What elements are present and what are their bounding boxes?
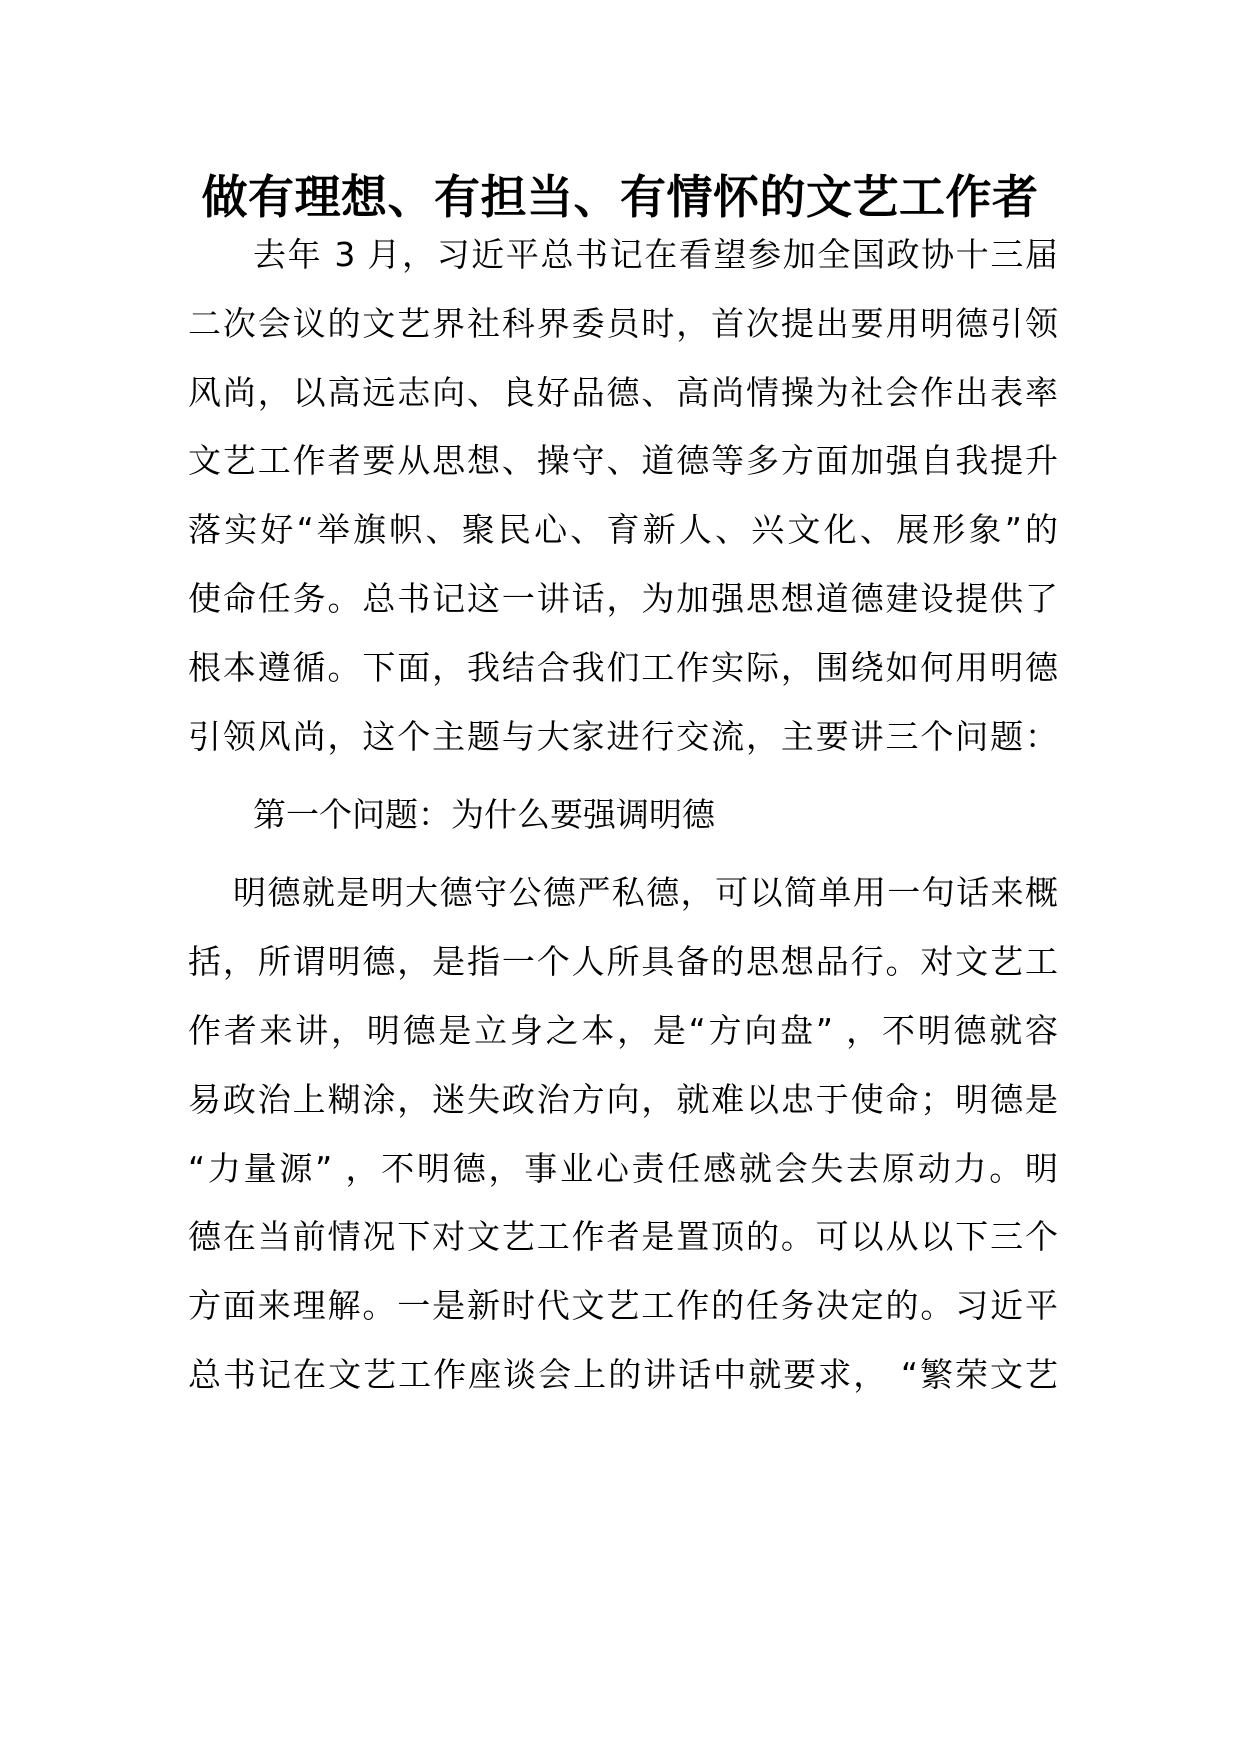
paragraph-2-line-7: 方面来理解。一是新时代文艺工作的任务决定的。习近平 xyxy=(188,1286,1058,1325)
paragraph-2-line-1: 明德就是明大德守公德严私德，可以简单用一句话来概 xyxy=(233,873,1058,912)
paragraph-1-line-5: 落实好“举旗帜、聚民心、育新人、兴文化、展形象”的 xyxy=(188,510,1058,549)
paragraph-2-line-5: “力量源” ，不明德，事业心责任感就会失去原动力。明 xyxy=(188,1149,1058,1188)
paragraph-2-line-4: 易政治上糊涂，迷失政治方向，就难以忠于使命；明德是 xyxy=(188,1080,1058,1119)
paragraph-2-line-6: 德在当前情况下对文艺工作者是置顶的。可以从以下三个 xyxy=(188,1217,1058,1256)
paragraph-1-line-4: 文艺工作者要从思想、操守、道德等多方面加强自我提升 xyxy=(188,441,1058,480)
section-heading: 第一个问题：为什么要强调明德 xyxy=(253,795,715,834)
paragraph-1-line-8: 引领风尚，这个主题与大家进行交流，主要讲三个问题： xyxy=(188,717,1058,756)
paragraph-2-line-2: 括，所谓明德，是指一个人所具备的思想品行。对文艺工 xyxy=(188,942,1058,981)
paragraph-1-line-2: 二次会议的文艺界社科界委员时，首次提出要用明德引领 xyxy=(188,304,1058,343)
paragraph-1-line-3: 风尚，以高远志向、良好品德、高尚情操为社会作出表率 xyxy=(188,373,1058,412)
paragraph-1-line-1: 去年 3 月，习近平总书记在看望参加全国政协十三届 xyxy=(253,235,1058,274)
paragraph-1-line-6: 使命任务。总书记这一讲话，为加强思想道德建设提供了 xyxy=(188,579,1058,618)
paragraph-2-line-3: 作者来讲，明德是立身之本，是“方向盘” ，不明德就容 xyxy=(188,1011,1058,1050)
paragraph-1-line-7: 根本遵循。下面，我结合我们工作实际，围绕如何用明德 xyxy=(188,648,1058,687)
paragraph-2-line-8: 总书记在文艺工作座谈会上的讲话中就要求， “繁荣文艺 xyxy=(188,1355,1058,1394)
document-title: 做有理想、有担当、有情怀的文艺工作者 xyxy=(201,170,1039,224)
